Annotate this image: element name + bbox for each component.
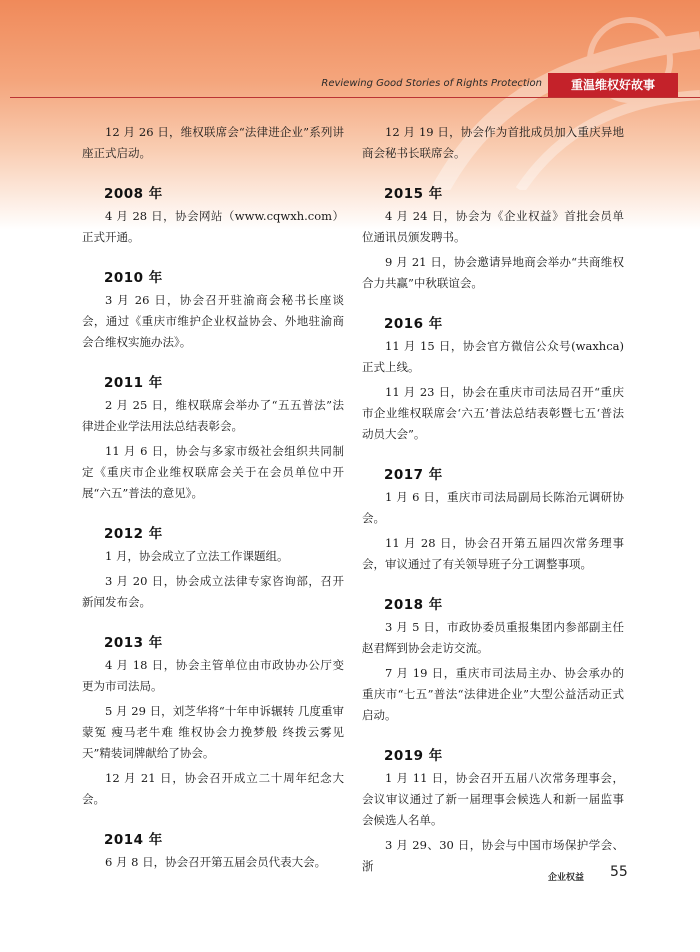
- timeline-entry: 11 月 28 日，协会召开第五届四次常务理事会，审议通过了有关领导班子分工调整事项。: [362, 536, 624, 571]
- timeline-entry: 1 月 11 日，协会召开五届八次常务理事会，会议审议通过了新一届理事会候选人和新一届监事会候选人名单。: [362, 771, 624, 827]
- timeline-entry: 3 月 29、30 日，协会与中国市场保护学会、浙: [362, 838, 624, 873]
- timeline-entry: 11 月 15 日，协会官方微信公众号(waxhca)正式上线。: [362, 339, 624, 374]
- year-heading: 2012 年: [104, 526, 163, 542]
- year-heading: 2015 年: [384, 186, 443, 202]
- year-heading: 2010 年: [104, 270, 163, 286]
- year-heading: 2016 年: [384, 316, 443, 332]
- timeline-entry: 9 月 21 日，协会邀请异地商会举办“共商维权 合力共赢”中秋联谊会。: [362, 255, 624, 290]
- timeline-entry: 5 月 29 日，刘芝华将“十年申诉辗转 几度重审蒙冤 瘦马老牛难 维权协会力挽梦般 终拨云雾见天”精装词牌献给了协会。: [82, 704, 344, 760]
- timeline-entry: 4 月 28 日，协会网站（www.cqwxh.com）正式开通。: [82, 209, 344, 244]
- timeline-entry: 3 月 26 日，协会召开驻渝商会秘书长座谈会，通过《重庆市维护企业权益协会、外地驻渝商会合维权实施办法》。: [82, 293, 344, 349]
- timeline-entry: 12 月 19 日，协会作为首批成员加入重庆异地商会秘书长联席会。: [362, 125, 624, 160]
- timeline-entry: 4 月 24 日，协会为《企业权益》首批会员单位通讯员颁发聘书。: [362, 209, 624, 244]
- timeline-entry: 1 月，协会成立了立法工作课题组。: [105, 549, 289, 563]
- right-column: [362, 122, 624, 881]
- timeline-entry: 12 月 26 日，维权联席会“法律进企业”系列讲座正式启动。: [82, 125, 344, 160]
- timeline-entry: 2 月 25 日，维权联席会举办了“五五普法”法律进企业学法用法总结表彰会。: [82, 398, 344, 433]
- timeline-entry: 7 月 19 日，重庆市司法局主办、协会承办的重庆市“七五”普法“法律进企业”大型公益活动正式启动。: [362, 666, 624, 722]
- timeline-entry: 3 月 20 日，协会成立法律专家咨询部，召开新闻发布会。: [82, 574, 344, 609]
- header-rule: [10, 97, 700, 98]
- timeline-entry: 11 月 23 日，协会在重庆市司法局召开“重庆市企业维权联席会‘六五’普法总结表彰暨七五‘普法动员大会”。: [362, 385, 624, 441]
- magazine-name: 企业权益: [548, 873, 585, 883]
- timeline-entry: 11 月 6 日，协会与多家市级社会组织共同制定《重庆市企业维权联席会关于在会员单位中开展“六五”普法的意见》。: [82, 444, 344, 500]
- page-number: 55: [610, 864, 628, 880]
- timeline-entry: 1 月 6 日，重庆市司法局副局长陈治元调研协会。: [362, 490, 624, 525]
- timeline-entry: 6 月 8 日，协会召开第五届会员代表大会。: [105, 855, 327, 869]
- year-heading: 2008 年: [104, 186, 163, 202]
- year-heading: 2011 年: [104, 375, 163, 391]
- year-heading: 2013 年: [104, 635, 163, 651]
- year-heading: 2017 年: [384, 467, 443, 483]
- timeline-entry: 12 月 21 日，协会召开成立二十周年纪念大会。: [82, 771, 344, 806]
- timeline-entry: 3 月 5 日，市政协委员重报集团内参部副主任赵君辉到协会走访交流。: [362, 620, 624, 655]
- header-english-title: Reviewing Good Stories of Rights Protection: [321, 78, 542, 89]
- left-column: [82, 122, 344, 877]
- section-tag: 重温维权好故事: [548, 73, 678, 97]
- year-heading: 2018 年: [384, 597, 443, 613]
- year-heading: 2019 年: [384, 748, 443, 764]
- timeline-entry: 4 月 18 日，协会主管单位由市政协办公厅变更为市司法局。: [82, 658, 344, 693]
- year-heading: 2014 年: [104, 832, 163, 848]
